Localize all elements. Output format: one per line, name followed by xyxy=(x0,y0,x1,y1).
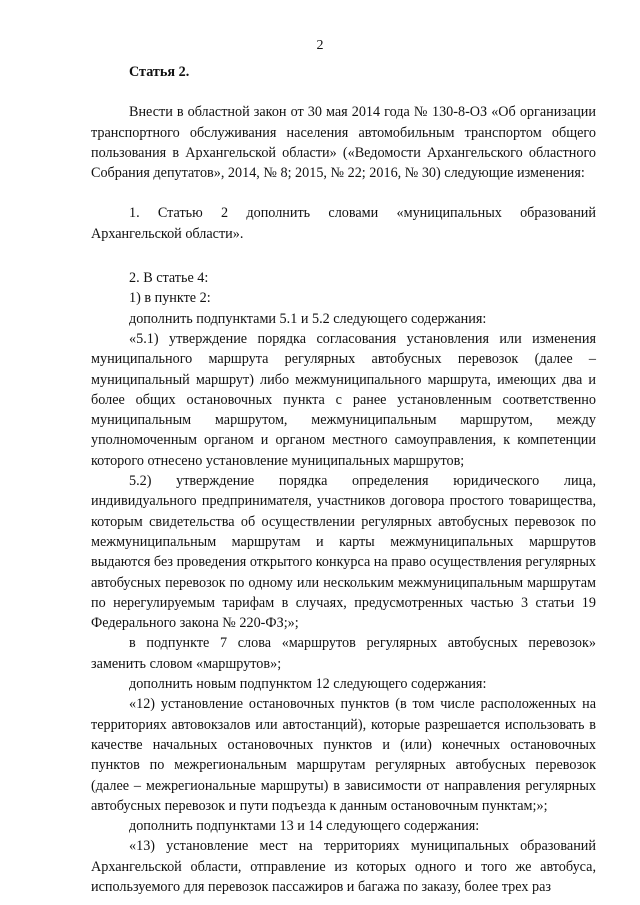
paragraph-subitem-1: 1) в пункте 2: xyxy=(129,290,211,307)
paragraph-add-5-1-5-2: дополнить подпунктами 5.1 и 5.2 следующего содержания: xyxy=(129,310,487,327)
paragraph-12: «12) установление остановочных пунктов (в том числе расположенных на территориях автовокзалов или автостанций), которые разрешается использовать в качестве начальных остановочных пунктов и (или) конечных остановочных пунктов по межрегиональным маршрутам регулярных автобусных перевозок (далее – межрегиональные маршруты) в зависимости от направления регулярных автобусных перевозок и пути подъезда к данным остановочным пунктам;»; xyxy=(91,696,596,814)
paragraph-13: «13) установление мест на территориях муниципальных образований Архангельской области, отправление из которых одного и того же автобуса, используемого для перевозок пассажиров и багажа по заказу, более трех раз xyxy=(91,838,596,895)
article-heading: Статья 2. xyxy=(129,64,190,80)
paragraph-subpoint-7: в подпункте 7 слова «маршрутов регулярных автобусных перевозок» заменить словом «маршрутов»; xyxy=(91,635,596,672)
document-body xyxy=(91,62,596,897)
paragraph-intro: Внести в областной закон от 30 мая 2014 года № 130-8-ОЗ «Об организации транспортного обслуживания населения автомобильным транспортом общего пользования в Архангельской области» («Ведомости Архангельского областного Собрания депутатов», 2014, № 8; 2015, № 22; 2016, № 30) следующие изменения: xyxy=(91,104,596,182)
paragraph-item-1: 1. Статью 2 дополнить словами «муниципальных образований Архангельской области». xyxy=(91,205,596,242)
paragraph-item-2: 2. В статье 4: xyxy=(129,270,209,287)
page-number: 2 xyxy=(316,38,324,53)
paragraph-add-13-14: дополнить подпунктами 13 и 14 следующего содержания: xyxy=(129,818,480,835)
paragraph-add-12: дополнить новым подпунктом 12 следующего содержания: xyxy=(129,676,487,693)
paragraph-5-1: «5.1) утверждение порядка согласования установления или изменения муниципального маршрута регулярных автобусных перевозок (далее – муниципальный маршрут) либо межмуниципального маршрута, имеющих два и более общих остановочных пункта с ранее установленным соответственно муниципальным маршрутом, межмуниципальным маршрутом, между уполномоченным органом и органом местного самоуправления, к компетенции которого отнесено установление муниципальных маршрутов; xyxy=(91,330,596,469)
paragraph-5-2: 5.2) утверждение порядка определения юридического лица, индивидуального предпринимателя, участников договора простого товарищества, которым свидетельства об осуществлении регулярных автобусных перевозок по межмуниципальным маршрутам и карты межмуниципальных маршрутов выдаются без проведения открытого конкурса на право осуществления регулярных автобусных перевозок по одному или нескольким межмуниципальным маршрутам по нерегулируемым тарифам в случаях, предусмотренных частью 3 статьи 19 Федерального закона № 220-ФЗ;»; xyxy=(91,473,596,632)
